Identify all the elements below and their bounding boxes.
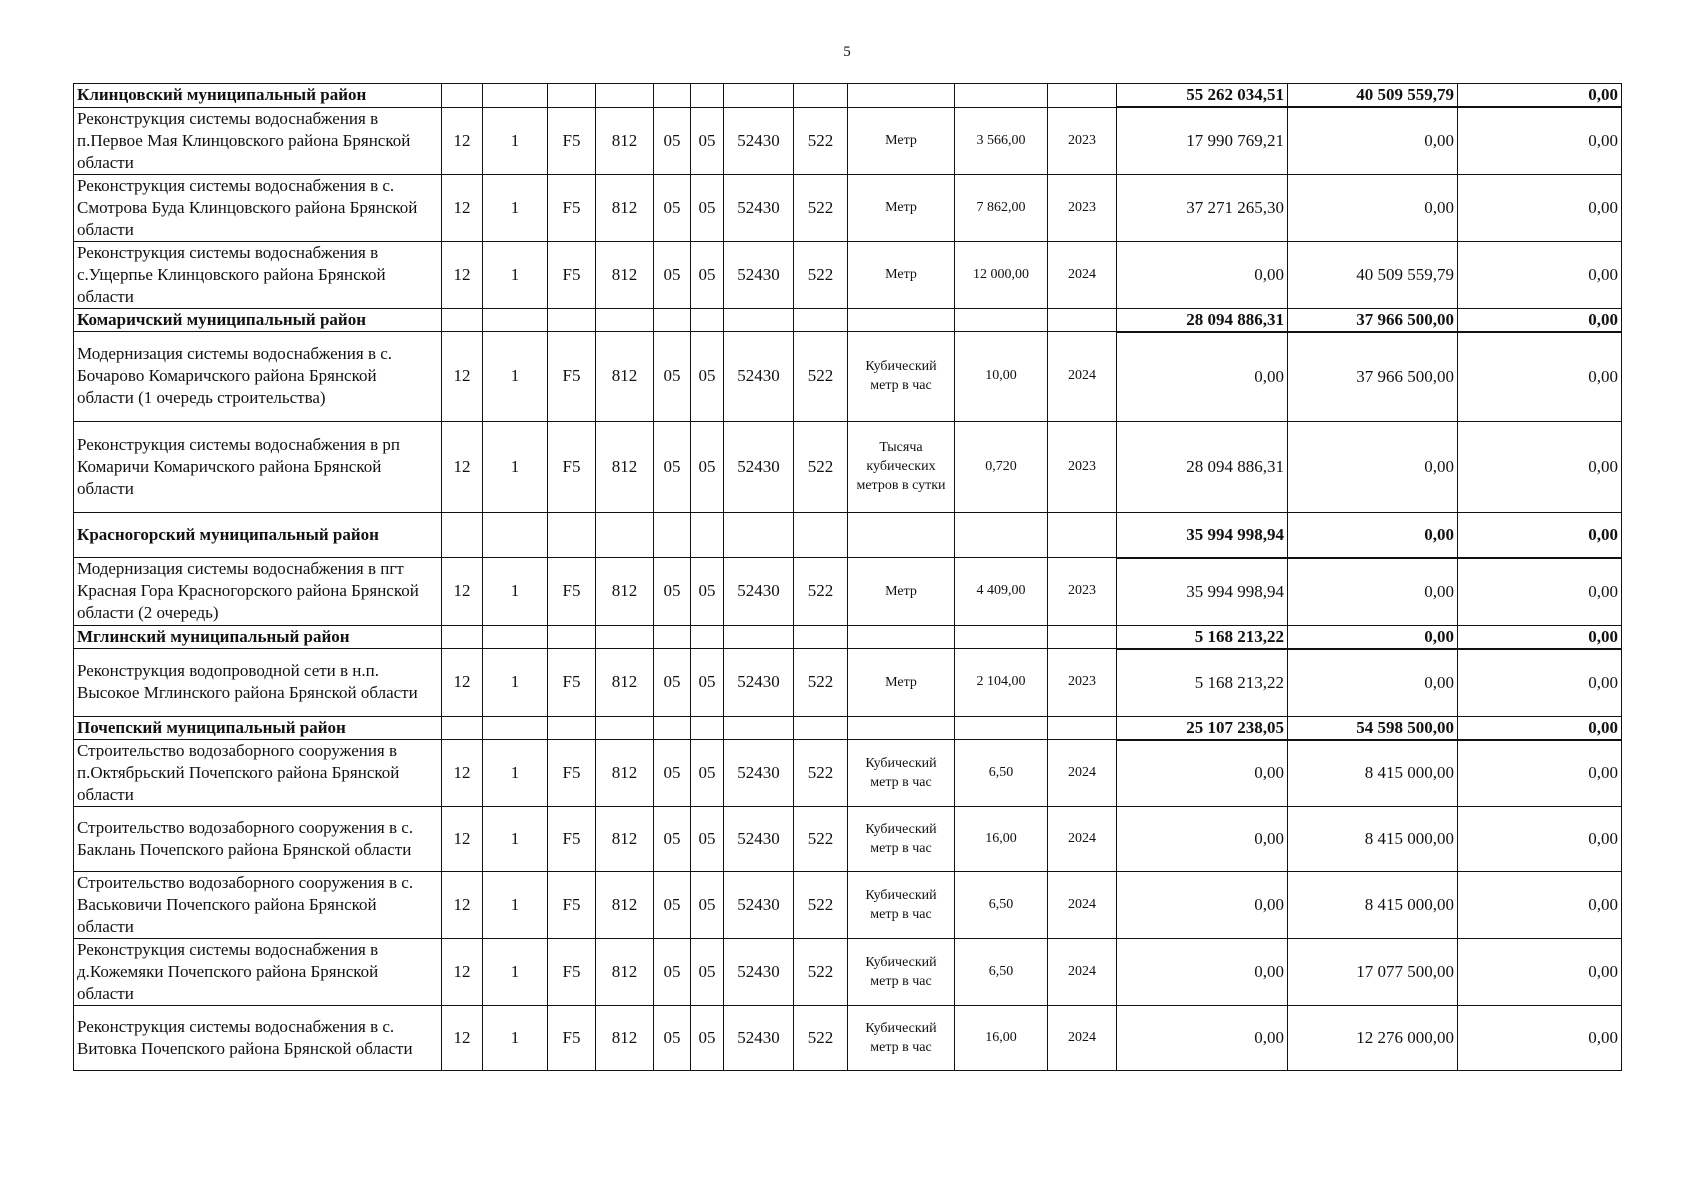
- empty-cell: [596, 512, 654, 558]
- code-c7: 52430: [724, 649, 794, 717]
- empty-cell: [794, 716, 848, 740]
- empty-cell: [794, 84, 848, 108]
- empty-cell: [442, 512, 483, 558]
- sum-2025: 0,00: [1458, 939, 1622, 1006]
- code-c3: F5: [548, 1006, 596, 1071]
- empty-cell: [483, 512, 548, 558]
- empty-cell: [848, 512, 955, 558]
- sum-2024: 0,00: [1288, 107, 1458, 174]
- table-row: [74, 649, 1622, 717]
- code-c4: 812: [596, 107, 654, 174]
- capacity-value: 7 862,00: [955, 174, 1048, 241]
- empty-cell: [596, 84, 654, 108]
- empty-cell: [794, 308, 848, 332]
- year-value: 2024: [1048, 332, 1117, 422]
- year-value: 2024: [1048, 740, 1117, 807]
- capacity-value: 12 000,00: [955, 241, 1048, 308]
- code-c7: 52430: [724, 939, 794, 1006]
- year-value: 2023: [1048, 107, 1117, 174]
- project-name: Реконструкция системы водоснабжения в с. Смотрова Буда Клинцовского района Брянской области: [74, 174, 442, 241]
- empty-cell: [442, 716, 483, 740]
- sum-2024: 0,00: [1288, 558, 1458, 626]
- code-c5: 05: [654, 558, 691, 626]
- unit-of-measure: Кубический метр в час: [848, 872, 955, 939]
- sum-2024: 12 276 000,00: [1288, 1006, 1458, 1071]
- sum-2025: 0,00: [1458, 649, 1622, 717]
- table-row: [74, 174, 1622, 241]
- code-c8: 522: [794, 872, 848, 939]
- district-sum2024: 54 598 500,00: [1288, 716, 1458, 740]
- code-c8: 522: [794, 1006, 848, 1071]
- year-value: 2024: [1048, 241, 1117, 308]
- code-c7: 52430: [724, 807, 794, 872]
- code-c7: 52430: [724, 1006, 794, 1071]
- code-c5: 05: [654, 1006, 691, 1071]
- sum-2023: 28 094 886,31: [1117, 421, 1288, 512]
- code-c7: 52430: [724, 421, 794, 512]
- code-c8: 522: [794, 421, 848, 512]
- code-c1: 12: [442, 740, 483, 807]
- unit-of-measure: Кубический метр в час: [848, 332, 955, 422]
- empty-cell: [483, 84, 548, 108]
- code-c3: F5: [548, 649, 596, 717]
- district-sum2025: 0,00: [1458, 84, 1622, 108]
- code-c4: 812: [596, 421, 654, 512]
- table-row: [74, 1006, 1622, 1071]
- code-c2: 1: [483, 1006, 548, 1071]
- empty-cell: [955, 512, 1048, 558]
- empty-cell: [654, 308, 691, 332]
- unit-of-measure: Кубический метр в час: [848, 939, 955, 1006]
- empty-cell: [848, 308, 955, 332]
- project-name: Строительство водозаборного сооружения в с. Васьковичи Почепского района Брянской области: [74, 872, 442, 939]
- empty-cell: [654, 716, 691, 740]
- year-value: 2023: [1048, 174, 1117, 241]
- code-c3: F5: [548, 558, 596, 626]
- code-c3: F5: [548, 241, 596, 308]
- code-c1: 12: [442, 872, 483, 939]
- code-c7: 52430: [724, 558, 794, 626]
- sum-2023: 35 994 998,94: [1117, 558, 1288, 626]
- empty-cell: [848, 716, 955, 740]
- empty-cell: [1048, 625, 1117, 649]
- district-name: Красногорский муниципальный район: [74, 512, 442, 558]
- code-c2: 1: [483, 939, 548, 1006]
- code-c1: 12: [442, 649, 483, 717]
- project-name: Строительство водозаборного сооружения в п.Октябрьский Почепского района Брянской области: [74, 740, 442, 807]
- empty-cell: [794, 625, 848, 649]
- empty-cell: [848, 84, 955, 108]
- unit-of-measure: Метр: [848, 107, 955, 174]
- capacity-value: 4 409,00: [955, 558, 1048, 626]
- capacity-value: 10,00: [955, 332, 1048, 422]
- empty-cell: [691, 625, 724, 649]
- code-c4: 812: [596, 1006, 654, 1071]
- sum-2023: 0,00: [1117, 241, 1288, 308]
- empty-cell: [955, 308, 1048, 332]
- budget-table: [73, 83, 1622, 1071]
- sum-2024: 8 415 000,00: [1288, 807, 1458, 872]
- capacity-value: 0,720: [955, 421, 1048, 512]
- code-c5: 05: [654, 807, 691, 872]
- capacity-value: 2 104,00: [955, 649, 1048, 717]
- code-c8: 522: [794, 241, 848, 308]
- district-sum2025: 0,00: [1458, 625, 1622, 649]
- sum-2025: 0,00: [1458, 807, 1622, 872]
- sum-2025: 0,00: [1458, 1006, 1622, 1071]
- project-name: Реконструкция системы водоснабжения в п.Первое Мая Клинцовского района Брянской области: [74, 107, 442, 174]
- code-c2: 1: [483, 107, 548, 174]
- year-value: 2024: [1048, 807, 1117, 872]
- district-name: Клинцовский муниципальный район: [74, 84, 442, 108]
- code-c6: 05: [691, 558, 724, 626]
- code-c5: 05: [654, 649, 691, 717]
- sum-2025: 0,00: [1458, 421, 1622, 512]
- code-c1: 12: [442, 939, 483, 1006]
- sum-2024: 37 966 500,00: [1288, 332, 1458, 422]
- sum-2023: 0,00: [1117, 939, 1288, 1006]
- capacity-value: 6,50: [955, 939, 1048, 1006]
- sum-2025: 0,00: [1458, 174, 1622, 241]
- code-c5: 05: [654, 174, 691, 241]
- district-row: [74, 625, 1622, 649]
- sum-2023: 0,00: [1117, 807, 1288, 872]
- code-c5: 05: [654, 740, 691, 807]
- capacity-value: 6,50: [955, 740, 1048, 807]
- code-c4: 812: [596, 807, 654, 872]
- empty-cell: [1048, 308, 1117, 332]
- district-sum2023: 25 107 238,05: [1117, 716, 1288, 740]
- district-name: Мглинский муниципальный район: [74, 625, 442, 649]
- unit-of-measure: Кубический метр в час: [848, 1006, 955, 1071]
- table-row: [74, 332, 1622, 422]
- code-c6: 05: [691, 807, 724, 872]
- project-name: Реконструкция системы водоснабжения в с.Ущерпье Клинцовского района Брянской области: [74, 241, 442, 308]
- project-name: Реконструкция системы водоснабжения в д.Кожемяки Почепского района Брянской области: [74, 939, 442, 1006]
- empty-cell: [442, 308, 483, 332]
- empty-cell: [654, 625, 691, 649]
- sum-2025: 0,00: [1458, 558, 1622, 626]
- sum-2024: 17 077 500,00: [1288, 939, 1458, 1006]
- code-c1: 12: [442, 1006, 483, 1071]
- sum-2023: 17 990 769,21: [1117, 107, 1288, 174]
- code-c8: 522: [794, 107, 848, 174]
- code-c3: F5: [548, 107, 596, 174]
- district-sum2024: 0,00: [1288, 512, 1458, 558]
- code-c1: 12: [442, 107, 483, 174]
- unit-of-measure: Метр: [848, 649, 955, 717]
- empty-cell: [691, 308, 724, 332]
- code-c8: 522: [794, 740, 848, 807]
- sum-2025: 0,00: [1458, 872, 1622, 939]
- code-c4: 812: [596, 558, 654, 626]
- code-c4: 812: [596, 241, 654, 308]
- district-sum2024: 40 509 559,79: [1288, 84, 1458, 108]
- sum-2025: 0,00: [1458, 241, 1622, 308]
- district-row: [74, 84, 1622, 108]
- project-name: Реконструкция водопроводной сети в н.п. Высокое Мглинского района Брянской области: [74, 649, 442, 717]
- empty-cell: [691, 512, 724, 558]
- empty-cell: [548, 308, 596, 332]
- code-c2: 1: [483, 332, 548, 422]
- unit-of-measure: Метр: [848, 241, 955, 308]
- year-value: 2024: [1048, 1006, 1117, 1071]
- empty-cell: [596, 625, 654, 649]
- empty-cell: [724, 512, 794, 558]
- code-c6: 05: [691, 872, 724, 939]
- project-name: Модернизация системы водоснабжения в с. Бочарово Комаричского района Брянской области (1 очередь строительства): [74, 332, 442, 422]
- code-c5: 05: [654, 332, 691, 422]
- sum-2025: 0,00: [1458, 740, 1622, 807]
- project-name: Модернизация системы водоснабжения в пгт Красная Гора Красногорского района Брянской области (2 очередь): [74, 558, 442, 626]
- sum-2023: 37 271 265,30: [1117, 174, 1288, 241]
- year-value: 2023: [1048, 558, 1117, 626]
- code-c7: 52430: [724, 241, 794, 308]
- code-c1: 12: [442, 332, 483, 422]
- code-c6: 05: [691, 421, 724, 512]
- empty-cell: [1048, 512, 1117, 558]
- district-sum2023: 28 094 886,31: [1117, 308, 1288, 332]
- code-c3: F5: [548, 421, 596, 512]
- empty-cell: [955, 625, 1048, 649]
- sum-2023: 0,00: [1117, 740, 1288, 807]
- district-row: [74, 308, 1622, 332]
- unit-of-measure: Кубический метр в час: [848, 740, 955, 807]
- code-c6: 05: [691, 174, 724, 241]
- empty-cell: [724, 84, 794, 108]
- code-c4: 812: [596, 649, 654, 717]
- district-row: [74, 512, 1622, 558]
- code-c6: 05: [691, 740, 724, 807]
- project-name: Строительство водозаборного сооружения в с. Баклань Почепского района Брянской области: [74, 807, 442, 872]
- code-c7: 52430: [724, 332, 794, 422]
- district-sum2023: 35 994 998,94: [1117, 512, 1288, 558]
- code-c6: 05: [691, 241, 724, 308]
- unit-of-measure: Метр: [848, 558, 955, 626]
- empty-cell: [691, 84, 724, 108]
- empty-cell: [691, 716, 724, 740]
- code-c3: F5: [548, 740, 596, 807]
- empty-cell: [442, 84, 483, 108]
- sum-2023: 5 168 213,22: [1117, 649, 1288, 717]
- project-name: Реконструкция системы водоснабжения в с. Витовка Почепского района Брянской области: [74, 1006, 442, 1071]
- code-c4: 812: [596, 740, 654, 807]
- empty-cell: [548, 84, 596, 108]
- code-c8: 522: [794, 558, 848, 626]
- code-c2: 1: [483, 241, 548, 308]
- table-row: [74, 807, 1622, 872]
- district-sum2025: 0,00: [1458, 716, 1622, 740]
- code-c1: 12: [442, 558, 483, 626]
- district-sum2025: 0,00: [1458, 512, 1622, 558]
- empty-cell: [548, 625, 596, 649]
- sum-2024: 0,00: [1288, 174, 1458, 241]
- empty-cell: [548, 512, 596, 558]
- sum-2023: 0,00: [1117, 1006, 1288, 1071]
- code-c6: 05: [691, 332, 724, 422]
- empty-cell: [596, 716, 654, 740]
- code-c2: 1: [483, 174, 548, 241]
- code-c6: 05: [691, 939, 724, 1006]
- table-row: [74, 421, 1622, 512]
- capacity-value: 16,00: [955, 1006, 1048, 1071]
- code-c2: 1: [483, 740, 548, 807]
- sum-2024: 0,00: [1288, 649, 1458, 717]
- code-c5: 05: [654, 107, 691, 174]
- code-c7: 52430: [724, 872, 794, 939]
- sum-2025: 0,00: [1458, 332, 1622, 422]
- code-c3: F5: [548, 939, 596, 1006]
- empty-cell: [1048, 716, 1117, 740]
- empty-cell: [654, 84, 691, 108]
- code-c7: 52430: [724, 740, 794, 807]
- empty-cell: [724, 625, 794, 649]
- year-value: 2023: [1048, 649, 1117, 717]
- empty-cell: [794, 512, 848, 558]
- code-c2: 1: [483, 872, 548, 939]
- year-value: 2024: [1048, 872, 1117, 939]
- code-c5: 05: [654, 241, 691, 308]
- district-sum2024: 37 966 500,00: [1288, 308, 1458, 332]
- code-c6: 05: [691, 1006, 724, 1071]
- code-c1: 12: [442, 807, 483, 872]
- district-sum2025: 0,00: [1458, 308, 1622, 332]
- table-row: [74, 107, 1622, 174]
- code-c8: 522: [794, 332, 848, 422]
- code-c1: 12: [442, 241, 483, 308]
- district-sum2023: 55 262 034,51: [1117, 84, 1288, 108]
- sum-2024: 8 415 000,00: [1288, 872, 1458, 939]
- code-c2: 1: [483, 649, 548, 717]
- code-c2: 1: [483, 421, 548, 512]
- code-c2: 1: [483, 558, 548, 626]
- capacity-value: 6,50: [955, 872, 1048, 939]
- empty-cell: [724, 716, 794, 740]
- table-body: [74, 84, 1622, 1071]
- code-c1: 12: [442, 421, 483, 512]
- empty-cell: [724, 308, 794, 332]
- code-c7: 52430: [724, 107, 794, 174]
- sum-2024: 0,00: [1288, 421, 1458, 512]
- unit-of-measure: Метр: [848, 174, 955, 241]
- empty-cell: [955, 716, 1048, 740]
- code-c5: 05: [654, 421, 691, 512]
- code-c8: 522: [794, 939, 848, 1006]
- unit-of-measure: Тысяча кубических метров в сутки: [848, 421, 955, 512]
- sum-2025: 0,00: [1458, 107, 1622, 174]
- code-c3: F5: [548, 174, 596, 241]
- code-c5: 05: [654, 939, 691, 1006]
- code-c2: 1: [483, 807, 548, 872]
- empty-cell: [654, 512, 691, 558]
- table-row: [74, 558, 1622, 626]
- empty-cell: [1048, 84, 1117, 108]
- page-number: 5: [843, 44, 851, 60]
- code-c3: F5: [548, 872, 596, 939]
- code-c3: F5: [548, 807, 596, 872]
- table-row: [74, 740, 1622, 807]
- year-value: 2023: [1048, 421, 1117, 512]
- sum-2024: 8 415 000,00: [1288, 740, 1458, 807]
- sum-2024: 40 509 559,79: [1288, 241, 1458, 308]
- sum-2023: 0,00: [1117, 872, 1288, 939]
- unit-of-measure: Кубический метр в час: [848, 807, 955, 872]
- code-c6: 05: [691, 649, 724, 717]
- code-c1: 12: [442, 174, 483, 241]
- code-c8: 522: [794, 174, 848, 241]
- code-c4: 812: [596, 872, 654, 939]
- capacity-value: 3 566,00: [955, 107, 1048, 174]
- table-row: [74, 872, 1622, 939]
- code-c5: 05: [654, 872, 691, 939]
- district-sum2024: 0,00: [1288, 625, 1458, 649]
- code-c6: 05: [691, 107, 724, 174]
- empty-cell: [483, 716, 548, 740]
- empty-cell: [483, 308, 548, 332]
- empty-cell: [848, 625, 955, 649]
- code-c7: 52430: [724, 174, 794, 241]
- empty-cell: [955, 84, 1048, 108]
- district-sum2023: 5 168 213,22: [1117, 625, 1288, 649]
- empty-cell: [483, 625, 548, 649]
- code-c4: 812: [596, 332, 654, 422]
- sum-2023: 0,00: [1117, 332, 1288, 422]
- district-row: [74, 716, 1622, 740]
- empty-cell: [596, 308, 654, 332]
- code-c3: F5: [548, 332, 596, 422]
- code-c4: 812: [596, 174, 654, 241]
- table-row: [74, 241, 1622, 308]
- district-name: Комаричский муниципальный район: [74, 308, 442, 332]
- code-c8: 522: [794, 649, 848, 717]
- code-c8: 522: [794, 807, 848, 872]
- table-row: [74, 939, 1622, 1006]
- district-name: Почепский муниципальный район: [74, 716, 442, 740]
- empty-cell: [442, 625, 483, 649]
- year-value: 2024: [1048, 939, 1117, 1006]
- project-name: Реконструкция системы водоснабжения в рп Комаричи Комаричского района Брянской области: [74, 421, 442, 512]
- empty-cell: [548, 716, 596, 740]
- code-c4: 812: [596, 939, 654, 1006]
- capacity-value: 16,00: [955, 807, 1048, 872]
